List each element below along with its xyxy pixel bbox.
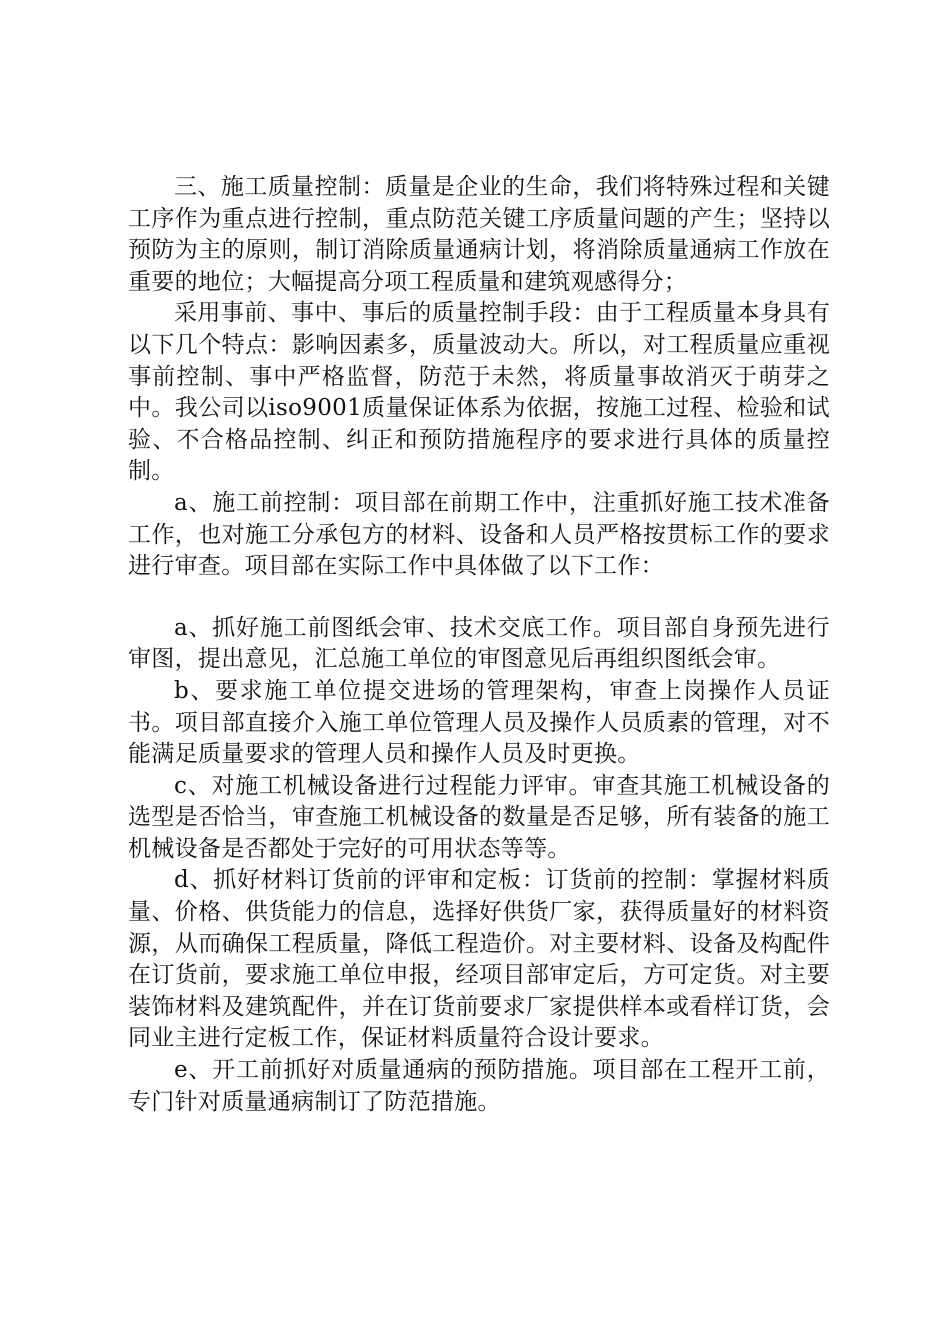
paragraph-item-c-equipment-review: c、对施工机械设备进行过程能力评审。审查其施工机械设备的选型是否恰当，审查施工机械设备的数量是否足够，所有装备的施工机械设备是否都处于完好的可用状态等等。 bbox=[128, 772, 830, 862]
paragraph-item-d-material-ordering: d、抓好材料订货前的评审和定板：订货前的控制：掌握材料质量、价格、供货能力的信息，选择好供货厂家，获得质量好的材料资源，从而确保工程质量，降低工程造价。对主要材料、设备及构配件在订货前，要求施工单位申报，经项目部审定后，方可定货。对主要装饰材料及建筑配件，并在订货前要求厂家提供样本或看样订货，会同业主进行定板工作，保证材料质量符合设计要求。 bbox=[128, 867, 830, 1052]
paragraph-item-e-defect-prevention: e、开工前抓好对质量通病的预防措施。项目部在工程开工前，专门针对质量通病制订了防范措施。 bbox=[128, 1057, 830, 1115]
document-body bbox=[128, 172, 830, 1118]
paragraph-item-b-management-structure: b、要求施工单位提交进场的管理架构，审查上岗操作人员证书。项目部直接介入施工单位管理人员及操作人员质素的管理，对不能满足质量要求的管理人员和操作人员及时更换。 bbox=[128, 677, 830, 768]
paragraph-pre-construction-control: a、施工前控制：项目部在前期工作中，注重抓好施工技术准备工作，也对施工分承包方的材料、设备和人员严格按贯标工作的要求进行审查。项目部在实际工作中具体做了以下工作： bbox=[128, 489, 830, 580]
paragraph-construction-quality-control: 三、施工质量控制：质量是企业的生命，我们将特殊过程和关键工序作为重点进行控制，重点防范关键工序质量问题的产生；坚持以预防为主的原则，制订消除质量通病计划，将消除质量通病工作放在重要的地位；大幅提高分项工程质量和建筑观感得分； bbox=[128, 174, 830, 295]
paragraph-item-a-drawing-review: a、抓好施工前图纸会审、技术交底工作。项目部自身预先进行审图，提出意见，汇总施工单位的审图意见后再组织图纸会审。 bbox=[128, 614, 830, 673]
paragraph-control-measures: 采用事前、事中、事后的质量控制手段：由于工程质量本身具有以下几个特点：影响因素多，质量波动大。所以，对工程质量应重视事前控制、事中严格监督，防范于未然，将质量事故消灭于萌芽之中。我公司以iso9001质量保证体系为依据，按施工过程、检验和试验、不合格品控制、纠正和预防措施程序的要求进行具体的质量控制。 bbox=[128, 300, 830, 485]
